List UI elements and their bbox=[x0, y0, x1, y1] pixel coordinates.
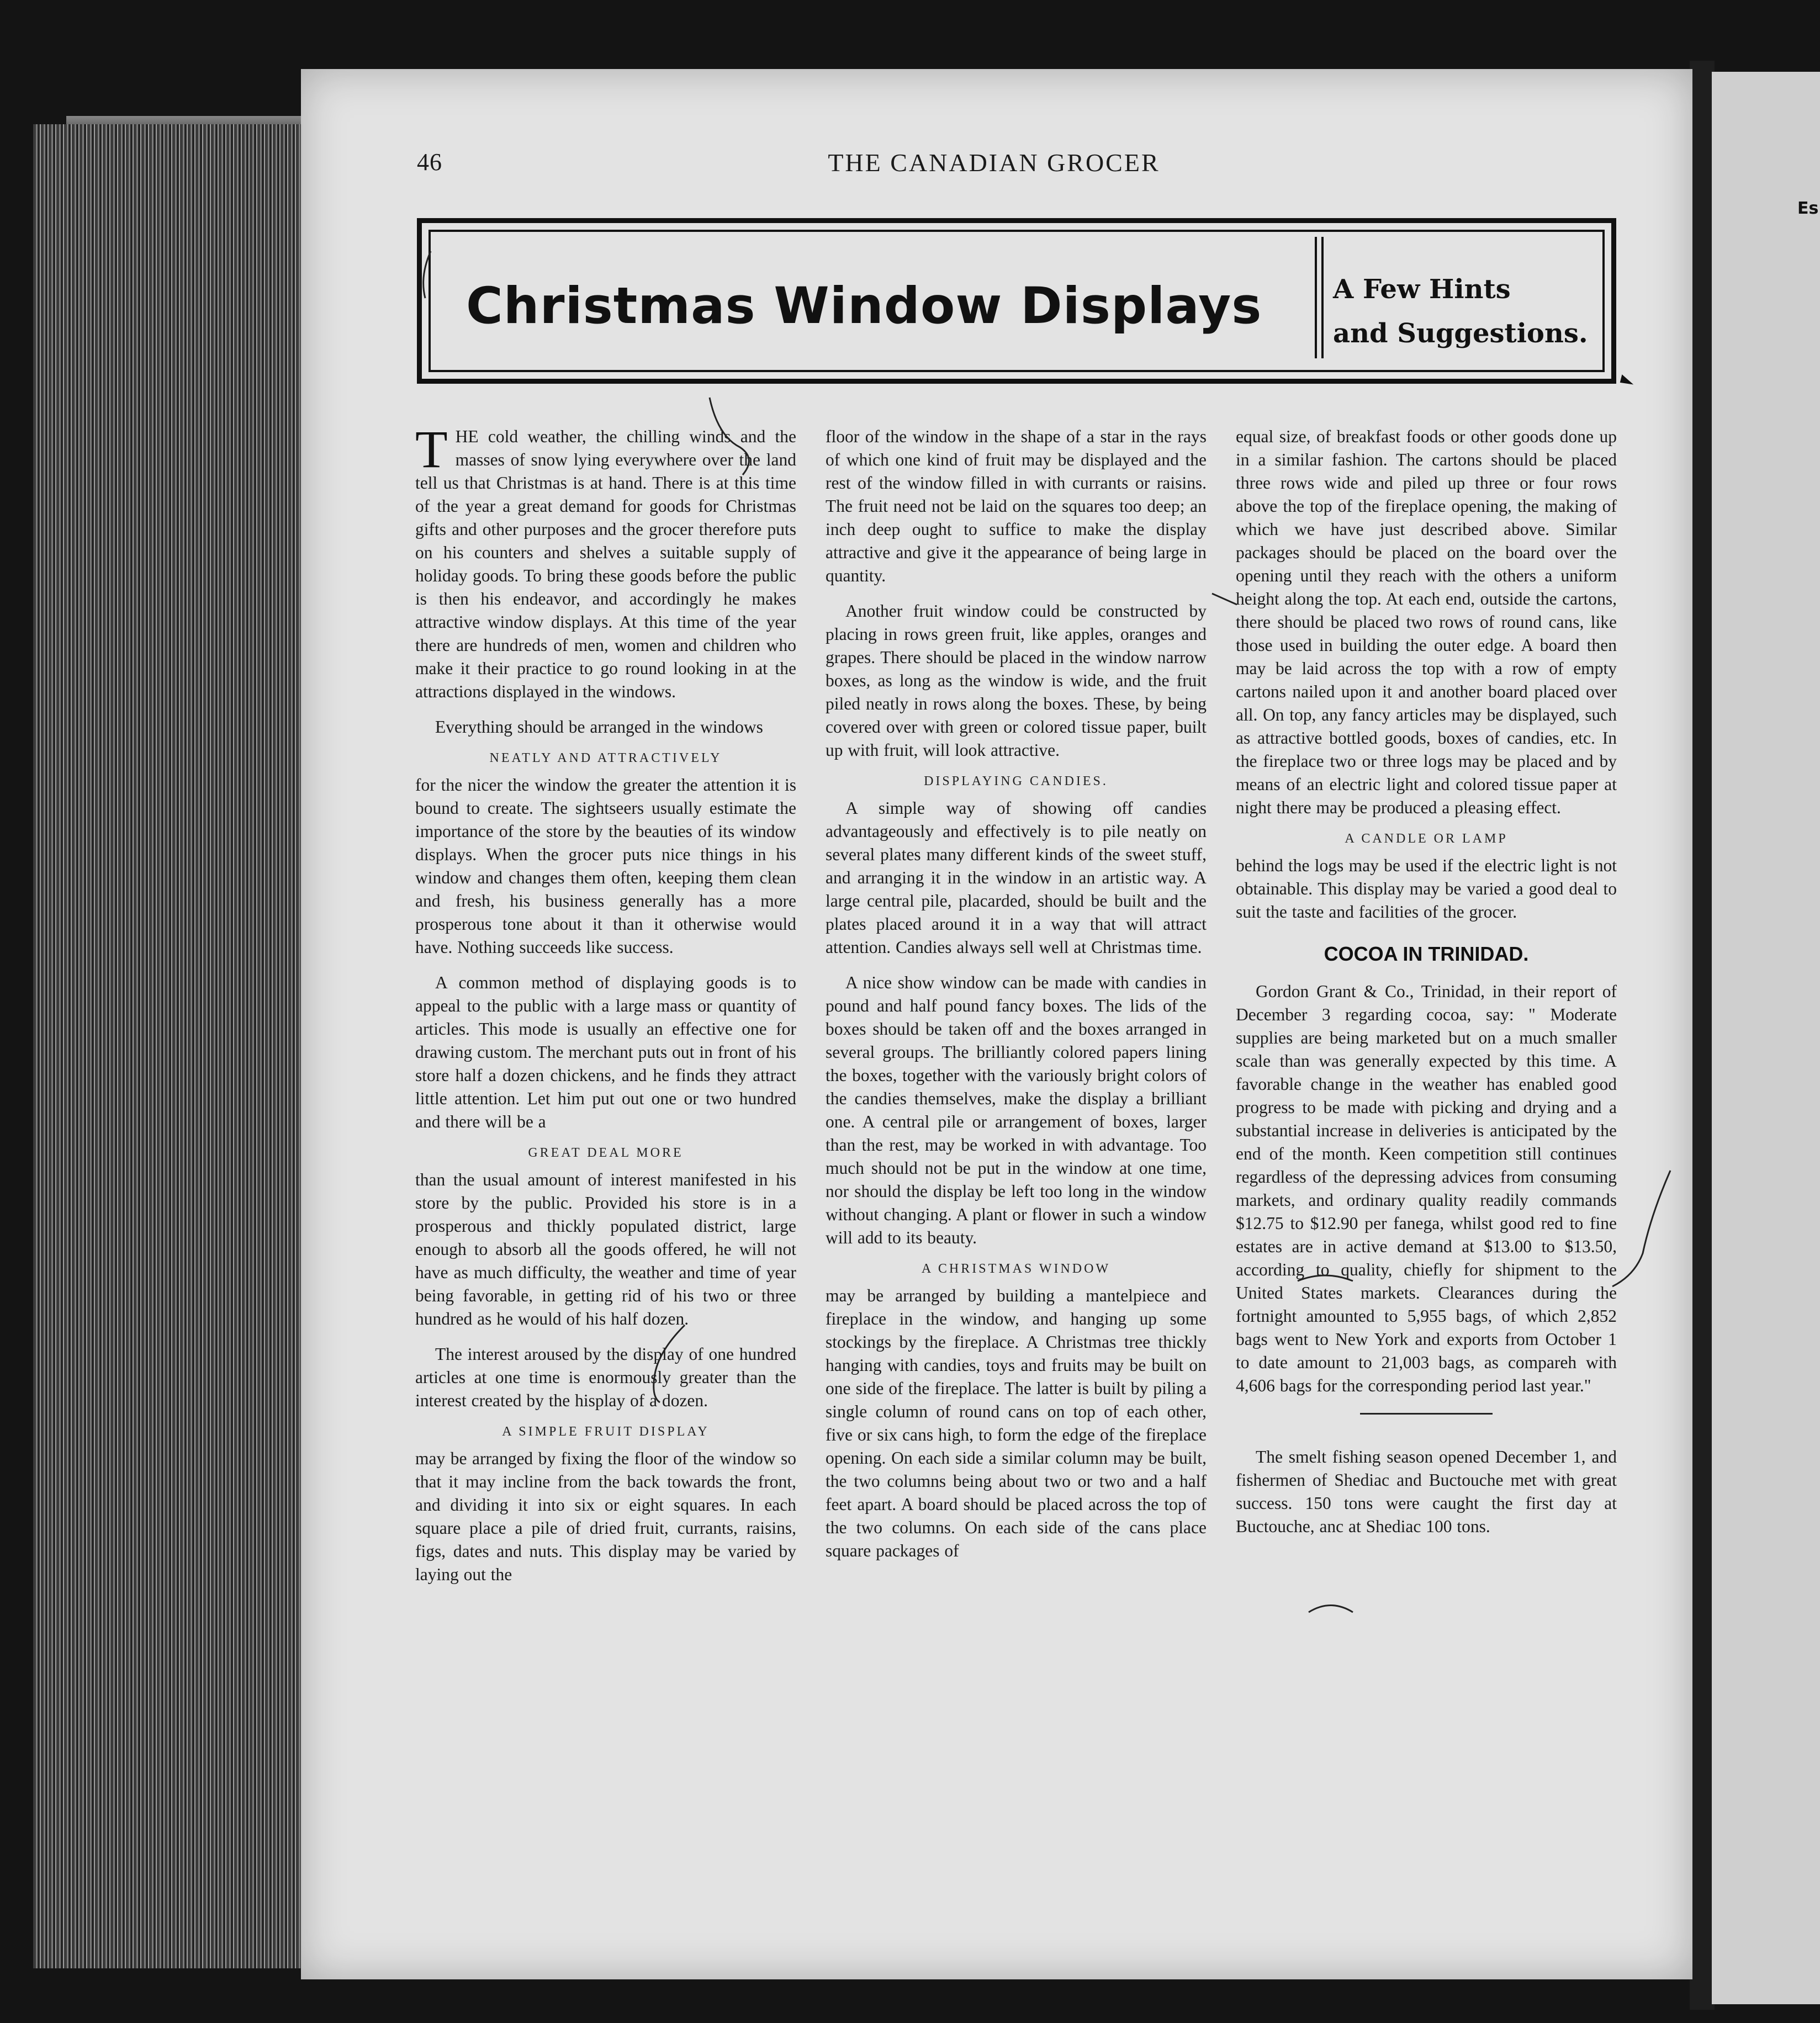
article-column-3 bbox=[1236, 425, 1617, 1550]
section-subhead: A CANDLE OR LAMP bbox=[1345, 832, 1508, 846]
section-subhead: A CHRISTMAS WINDOW bbox=[921, 1262, 1111, 1276]
paragraph: Everything should be arranged in the windows bbox=[435, 717, 763, 737]
drop-cap: T bbox=[415, 420, 448, 479]
column-rule bbox=[1360, 1413, 1493, 1415]
section-subhead: A SIMPLE FRUIT DISPLAY bbox=[502, 1424, 710, 1439]
article-column-2 bbox=[826, 425, 1207, 1575]
subtitle-line-1: A Few Hints bbox=[1333, 274, 1511, 305]
paragraph: A common method of displaying goods is to appeal to the public with a large mass or quantity of articles. This mode is usually an effective one for drawing custom. The merchant puts out in front of his store half a dozen chickens, and he finds they attract little attention. Let him put out one or two hundred and there will be a bbox=[415, 973, 796, 1131]
paragraph: Another fruit window could be constructed by placing in rows green fruit, like apples, oranges and grapes. There should be placed in the window narrow boxes, as long as the window is wide, and the fruit piled neatly in rows along the boxes. These, by being covered over with green or colored tissue paper, built up with fruit, will look attractive. bbox=[826, 601, 1207, 760]
paragraph: The interest aroused by the display of one hundred articles at one time is enormously greater than the interest created by the hisplay of a dozen. bbox=[415, 1344, 796, 1410]
section-subhead: DISPLAYING CANDIES. bbox=[924, 774, 1108, 788]
subtitle-line-2: and Suggestions. bbox=[1333, 318, 1588, 349]
paragraph: equal size, of breakfast foods or other goods done up in a similar fashion. The cartons should be placed three rows wide and piled up three or four rows above the top of the fireplace opening, the making of which we have just described above. Similar packages should be placed on the board over the opening until they reach with the others a uniform height along the top. At each end, outside the cartons, there should be placed two rows of round cans, like those used in building the outer edge. A board then may be laid across the top with a row of empty cartons nailed upon it and another board placed over all. On top, any fancy articles may be displayed, such as attractive bottled goods, boxes of candies, etc. In the fireplace two or three logs may be placed and by means of an electric light and colored tissue paper at night there may be produced a pleasing effect. bbox=[1236, 427, 1617, 817]
article-column-1 bbox=[415, 420, 796, 1598]
paragraph: The smelt fishing season opened December 1, and fishermen of Shediac and Buctouche met with great success. 150 tons were caught the first day at Buctouche, anc at Shediac 100 tons. bbox=[1236, 1447, 1617, 1536]
news-item-heading: COCOA IN TRINIDAD. bbox=[1324, 942, 1529, 965]
paragraph: may be arranged by building a mantelpiece and fireplace in the window, and hanging up some stockings by the fireplace. A Christmas tree thickly hanging with candies, toys and fruits may be built on one side of the fireplace. The latter is built by piling a single column of round cans on top of each other, five or six cans high, to form the edge of the fireplace opening. On each side a similar column may be built, the two columns being about two or two and a half feet apart. A board should be placed across the top of the two columns. On each side of the cans place square packages of bbox=[826, 1286, 1207, 1560]
section-subhead: GREAT DEAL MORE bbox=[528, 1146, 684, 1160]
opening-paragraph bbox=[415, 420, 796, 703]
paragraph: than the usual amount of interest manifested in his store by the public. Provided his store is in a prosperous and thickly populated district, large enough to absorb all the goods offered, he will not have as much difficulty, the weather and time of year being favorable, in getting rid of his two or three hundred as he would of his half dozen. bbox=[415, 1170, 796, 1328]
page-number: 46 bbox=[417, 149, 442, 176]
article-subtitle bbox=[1333, 267, 1609, 356]
paragraph: may be arranged by fixing the floor of the window so that it may incline from the back towards the front, and dividing it into six or eight squares. In each square place a pile of dried fruit, currants, raisins, figs, dates and nuts. This display may be varied by laying out the bbox=[415, 1449, 796, 1584]
facing-page-fragment: Es bbox=[1797, 199, 1819, 218]
book-page-edges bbox=[33, 124, 326, 1968]
section-subhead: NEATLY AND ATTRACTIVELY bbox=[489, 751, 722, 765]
book-gutter bbox=[1690, 61, 1715, 2010]
article-title: Christmas Window Displays bbox=[466, 277, 1262, 335]
paragraph: floor of the window in the shape of a star in the rays of which one kind of fruit may be displayed and the rest of the window filled in with currants or raisins. The fruit need not be laid on the squares too deep; an inch deep ought to suffice to make the display attractive and give it the appearance of being large in quantity. bbox=[826, 427, 1207, 585]
banner-divider bbox=[1315, 237, 1324, 358]
paragraph: for the nicer the window the greater the attention it is bound to create. The sightseers usually estimate the importance of the store by the beauties of its window displays. When the grocer puts nice things in his window and changes them often, keeping them clean and fresh, his business generally has a more prosperous tone about it than it otherwise would have. Nothing succeeds like success. bbox=[415, 775, 796, 957]
title-banner bbox=[417, 218, 1616, 384]
paragraph-text: HE cold weather, the chilling winds and the masses of snow lying everywhere over the land tell us that Christmas is at hand. There is at this time of the year a great demand for goods for Christmas gifts and other purposes and the grocer therefore puts on his counters and shelves a suitable supply of holiday goods. To bring these goods before the public is then his endeavor, and accordingly he makes attractive window displays. At this time of the year there are hundreds of men, women and children who make it their practice to go round looking in at the attractions displayed in the windows. bbox=[415, 427, 796, 701]
running-head: THE CANADIAN GROCER bbox=[828, 149, 1160, 177]
paragraph: behind the logs may be used if the electric light is not obtainable. This display may be varied a good deal to suit the taste and facilities of the grocer. bbox=[1236, 856, 1617, 922]
facing-page-sliver bbox=[1712, 72, 1820, 2004]
paragraph: A nice show window can be made with candies in pound and half pound fancy boxes. The lids of the boxes should be taken off and the boxes arranged in several groups. The brilliantly colored papers lining the boxes, together with the variously bright colors of the candies themselves, make the display a brilliant one. A central pile or arrangement of boxes, larger than the rest, may be worked in with advantage. Too much should not be put in the window at one time, nor should the display be left too long in the window without changing. A plant or flower in such a window will add to its beauty. bbox=[826, 973, 1207, 1247]
paragraph: Gordon Grant & Co., Trinidad, in their report of December 3 regarding cocoa, say: " Moderate supplies are being marketed but on a much smaller scale than was generally expected by this time. A favorable change in the weather has enabled good progress to be made with picking and drying and a substantial increase in deliveries is anticipated by the end of the month. Keen competition still continues regardless of the depressing advices from consuming markets, and ordinary quality readily commands $12.75 to $12.90 per fanega, whilst good red to fine estates are in active demand at $13.00 to $13.50, according to quality, chiefly for shipment to the United States markets. Clearances during the fortnight amounted to 5,955 bags, of which 2,852 bags went to New York and exports from October 1 to date amount to 21,003 bags, as compareh with 4,606 bags for the corresponding period last year." bbox=[1236, 982, 1617, 1395]
paragraph: A simple way of showing off candies advantageously and effectively is to pile neatly on several plates many different kinds of the sweet stuff, and arranging it in the window in an artistic way. A large central pile, placarded, should be built and the plates placed around it in a way that will attract attention. Candies always sell well at Christmas time. bbox=[826, 798, 1207, 957]
